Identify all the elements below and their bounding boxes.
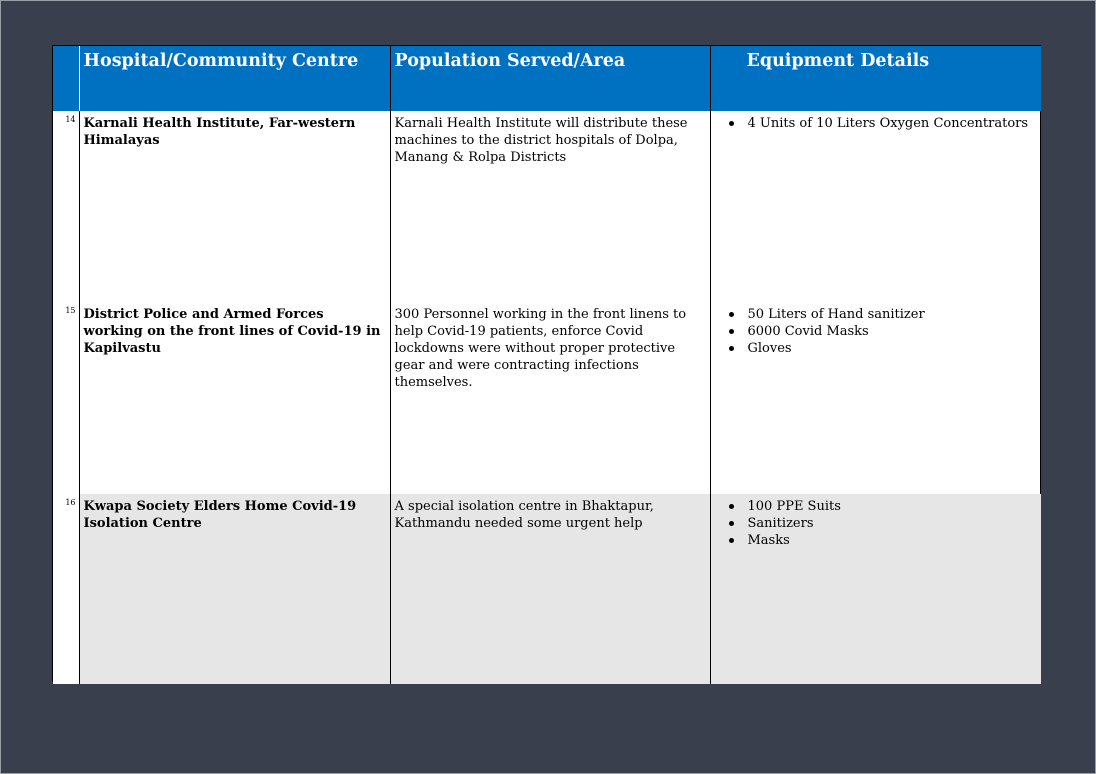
population-cell: A special isolation centre in Bhaktapur, Kathmandu needed some urgent help bbox=[390, 494, 710, 684]
row-number: 15 bbox=[53, 302, 79, 494]
equipment-item: 6000 Covid Masks bbox=[744, 323, 1038, 340]
equipment-cell bbox=[710, 494, 1041, 684]
header-population: Population Served/Area bbox=[390, 46, 710, 111]
equipment-item: 50 Liters of Hand sanitizer bbox=[744, 306, 1038, 323]
population-cell: Karnali Health Institute will distribute these machines to the district hospitals of Dolpa, Manang & Rolpa Districts bbox=[390, 111, 710, 302]
document-page bbox=[52, 45, 1041, 682]
equipment-item: 100 PPE Suits bbox=[744, 498, 1038, 515]
equipment-list bbox=[711, 306, 1038, 357]
equipment-cell bbox=[710, 302, 1041, 494]
header-number-cell bbox=[53, 46, 79, 111]
equipment-distribution-table bbox=[53, 46, 1041, 684]
equipment-item: 4 Units of 10 Liters Oxygen Concentrators bbox=[744, 115, 1038, 132]
equipment-item: Gloves bbox=[744, 340, 1038, 357]
equipment-item: Masks bbox=[744, 532, 1038, 549]
header-hospital: Hospital/Community Centre bbox=[79, 46, 390, 111]
equipment-cell bbox=[710, 111, 1041, 302]
row-number: 14 bbox=[53, 111, 79, 302]
table-row bbox=[53, 111, 1041, 302]
hospital-cell: Karnali Health Institute, Far-western Himalayas bbox=[79, 111, 390, 302]
hospital-cell: Kwapa Society Elders Home Covid-19 Isolation Centre bbox=[79, 494, 390, 684]
hospital-cell: District Police and Armed Forces working on the front lines of Covid-19 in Kapilvastu bbox=[79, 302, 390, 494]
header-equipment: Equipment Details bbox=[710, 46, 1041, 111]
equipment-item: Sanitizers bbox=[744, 515, 1038, 532]
row-number: 16 bbox=[53, 494, 79, 684]
population-cell: 300 Personnel working in the front linens to help Covid-19 patients, enforce Covid lockdowns were without proper protective gear and were contracting infections themselves. bbox=[390, 302, 710, 494]
table-row bbox=[53, 494, 1041, 684]
equipment-list bbox=[711, 115, 1038, 132]
equipment-list bbox=[711, 498, 1038, 549]
table-header-row bbox=[53, 46, 1041, 111]
table-row bbox=[53, 302, 1041, 494]
